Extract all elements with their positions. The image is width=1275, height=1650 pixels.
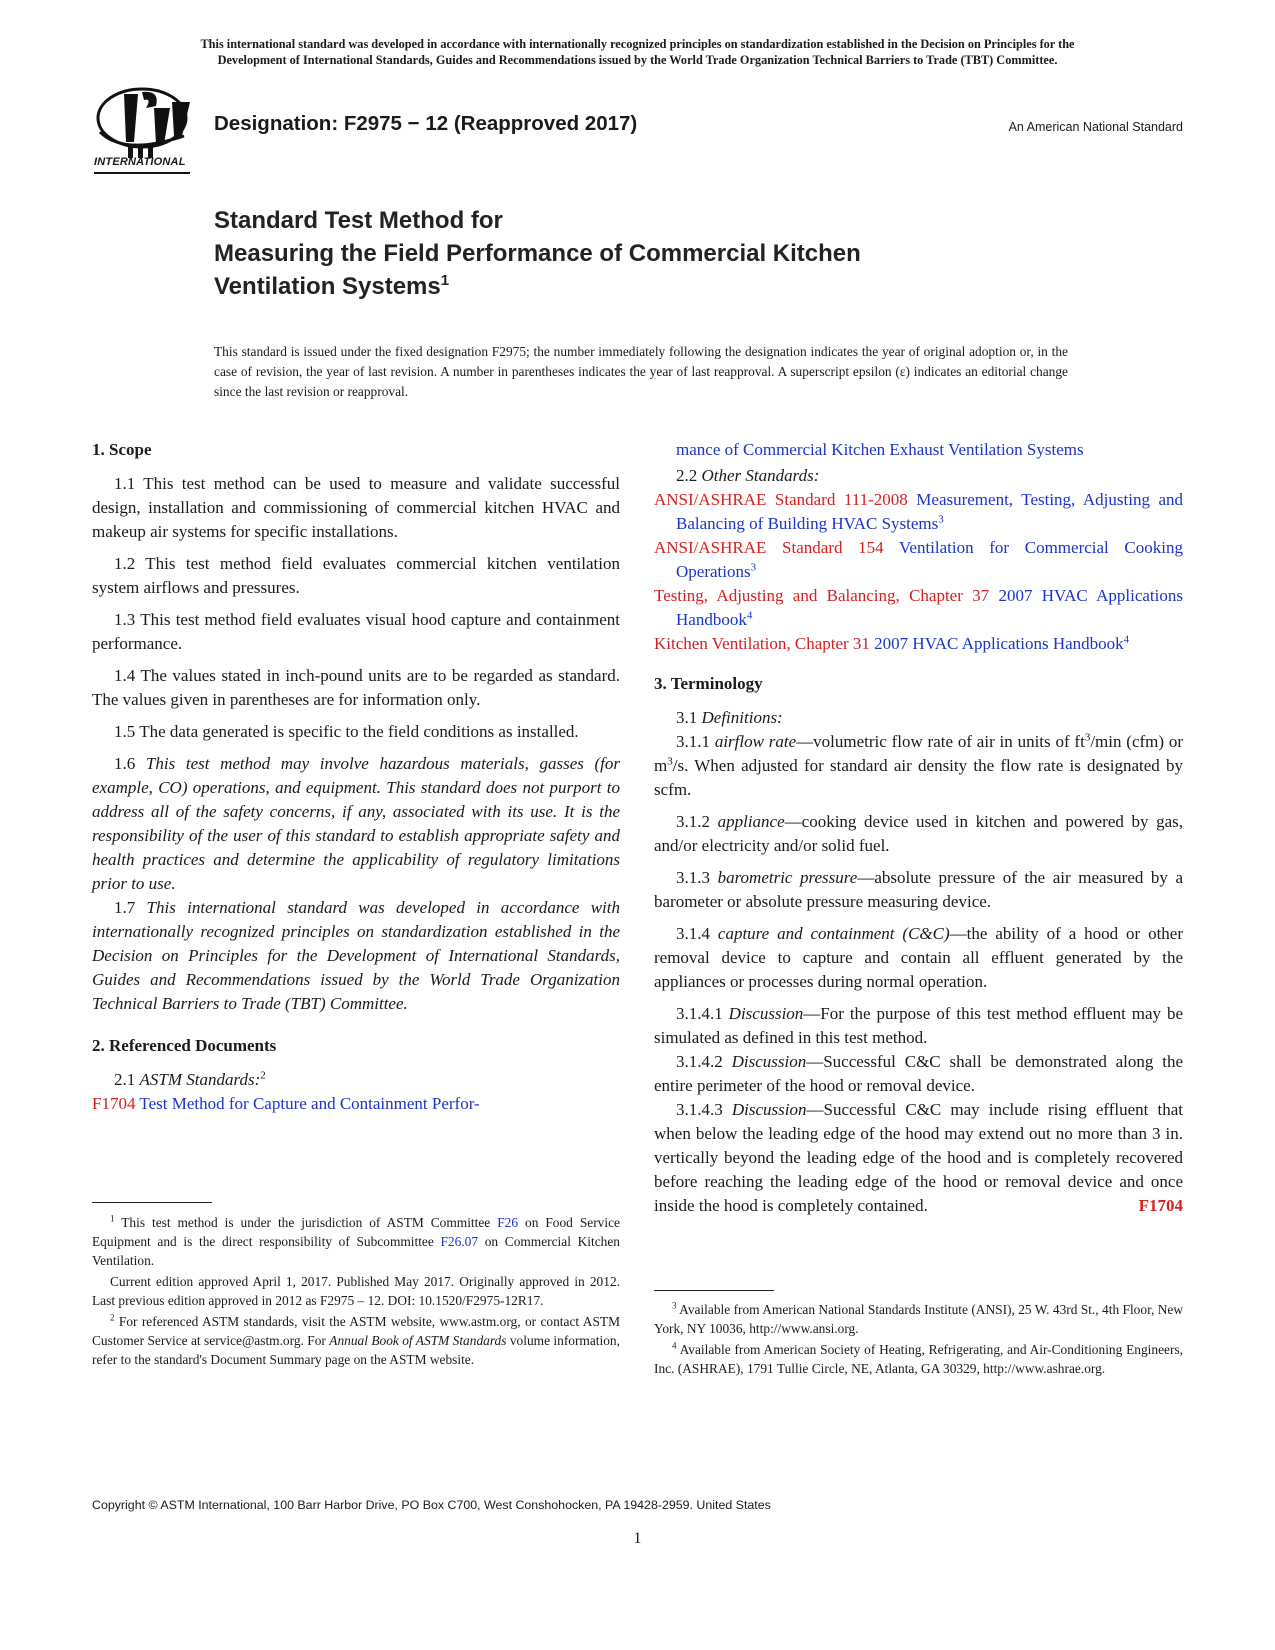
- left-column: [92, 438, 620, 1116]
- ref-f1704[interactable]: [70, 1092, 620, 1116]
- term-3-1-1: 3.1.1 airflow rate—volumetric flow rate of air in units of $ft^3/\min$ (cfm) or $m^3/s$. When adjusted for standard air density the flow rate is designated by scfm.: [654, 731, 1184, 799]
- para-1-2: 1.2 This test method field evaluates commercial kitchen ventilation system airflows and pressures.: [92, 554, 620, 597]
- term-3-1-4: 3.1.4 capture and containment (C&C)—the ability of a hood or other removal device to capture and contain all effluent generated by the appliances or processes during normal operation.: [654, 924, 1184, 991]
- para-1-4: 1.4 The values stated in inch-pound units are to be regarded as standard. The values given in parentheses are for information only.: [92, 666, 620, 709]
- wto-notice: [92, 36, 1183, 68]
- section-2-heading: 2. Referenced Documents: [92, 1036, 277, 1055]
- astm-logo: [94, 86, 204, 178]
- logo-international-text: INTERNATIONAL: [94, 156, 186, 168]
- copyright: Copyright © ASTM International, 100 Barr Harbor Drive, PO Box C700, West Conshohocken, PA 19428-2959. United States: [92, 1498, 771, 1512]
- footnote-4: $^4$ Available from American Society of Heating, Refrigerating, and Air-Conditioning Engineers, Inc. (ASHRAE), 1791 Tullie Circle, NE, Atlanta, GA 30329, http://www.ashrae.org.: [654, 1340, 1184, 1376]
- american-national-standard-label: An American National Standard: [1008, 120, 1183, 134]
- section-3-heading: 3. Terminology: [654, 674, 763, 693]
- discussion-3-1-4-3: 3.1.4.3 Discussion—Successful C&C may include rising effluent that when below the leading edge of the hood may extend out no more than 3 in. vertically beyond the leading edge of the hood and is completely recovered before reaching the leading edge of the hood or removal device and once inside the hood is completely contained. F1704: [654, 1098, 1183, 1218]
- discussion-3-1-4-2: 3.1.4.2 Discussion—Successful C&C shall be demonstrated along the entire perimeter of the hood or removal device.: [654, 1052, 1183, 1095]
- footnotes-left: [92, 1213, 620, 1371]
- para-1-7: 1.7 This international standard was developed in accordance with internationally recognized principles on standardization established in the Decision on Principles for the Development of International Standards, Guides and Recommendations issued by the World Trade Organization Technical Barriers to Trade (TBT) Committee.: [92, 898, 620, 1013]
- footnote-2: $^2$ For referenced ASTM standards, visit the ASTM website, www.astm.org, or contact ASTM Customer Service at service@astm.org. For Annual Book of ASTM Standards volume information, refer to the standard's Document Summary page on the ASTM website.: [92, 1312, 620, 1367]
- footnote-3: $^3$ Available from American National Standards Institute (ANSI), 25 W. 43rd St., 4th Floor, New York, NY 10036, http://www.ansi.org.: [654, 1300, 1184, 1336]
- ref-f1704-code[interactable]: F1704: [92, 1094, 136, 1113]
- section-1-heading: 1. Scope: [92, 440, 152, 459]
- ref-ashrae-111[interactable]: ANSI/ASHRAE Standard 111-2008 Measurement, Testing, Adjusting and Balancing of Building HVAC Systems$^3$: [654, 490, 1184, 533]
- subcommittee-f26-07-link[interactable]: F26.07: [440, 1234, 479, 1249]
- footnote-divider-left: [92, 1202, 212, 1203]
- footnote-1-edition: Current edition approved April 1, 2017. Published May 2017. Originally approved in 2012. Last previous edition approved in 2012 as F2975 – 12. DOI: 10.1520/F2975-12R17.: [92, 1274, 620, 1308]
- discussion-3-1-4-1: 3.1.4.1 Discussion—For the purpose of this test method effluent may be simulated as defined in this test method.: [654, 1004, 1183, 1047]
- wto-notice-line-2: Development of International Standards, Guides and Recommendations issued by the World Trade Organization Technical Barriers to Trade (TBT) Committee.: [217, 53, 1058, 67]
- para-2-2: 2.2 Other Standards:: [676, 466, 820, 485]
- title-line-1: Standard Test Method for: [214, 207, 503, 234]
- ref-kitchen-ventilation[interactable]: Kitchen Ventilation, Chapter 31 2007 HVAC Applications Handbook$^4$: [654, 633, 1130, 653]
- title-line-2: Measuring the Field Performance of Commercial Kitchen: [214, 240, 861, 267]
- para-1-3: 1.3 This test method field evaluates visual hood capture and containment performance.: [92, 610, 620, 653]
- issue-statement: This standard is issued under the fixed designation F2975; the number immediately following the designation indicates the year of original adoption or, in the case of revision, the year of last revision. A number in parentheses indicates the year of last reapproval. A superscript epsilon (ε) indicates an editorial change since the last revision or reapproval.: [214, 344, 1068, 399]
- right-column: [654, 438, 1183, 1226]
- term-3-1-2: 3.1.2 appliance—cooking device used in kitchen and powered by gas, and/or electricity and/or solid fuel.: [654, 812, 1183, 855]
- term-3-1-3: 3.1.3 barometric pressure—absolute pressure of the air measured by a barometer or absolute pressure measuring device.: [654, 868, 1184, 911]
- designation: Designation: F2975 − 12 (Reapproved 2017): [214, 112, 638, 135]
- ref-testing-adjusting-balancing[interactable]: Testing, Adjusting and Balancing, Chapter 37 2007 HVAC Applications Handbook$^4$: [654, 586, 1183, 629]
- page-number: 1: [633, 1530, 642, 1547]
- footnote-1: $^1$ This test method is under the jurisdiction of ASTM Committee F26 on Food Service Equipment and is the direct responsibility of Subcommittee F26.07 on Commercial Kitchen Ventilation.: [92, 1213, 620, 1268]
- document-title: [214, 204, 1114, 303]
- footnote-divider-right: [654, 1290, 774, 1291]
- title-footnote-ref[interactable]: 1: [440, 272, 450, 289]
- para-1-1: 1.1 This test method can be used to measure and validate successful design, installation and commissioning of commercial kitchen HVAC and makeup air systems for specific installations.: [92, 474, 620, 541]
- ref-f1704-continued[interactable]: [654, 438, 1183, 462]
- ref-f1704-title[interactable]: Test Method for Capture and Containment Perfor-: [139, 1094, 480, 1113]
- para-1-6: 1.6 This test method may involve hazardous materials, gasses (for example, CO) operations, and equipment. This standard does not purport to address all of the safety concerns, if any, associated with its use. It is the responsibility of the user of this standard to establish appropriate safety and health practices and determine the applicability of regulatory limitations prior to use.: [92, 754, 621, 893]
- ref-ashrae-154[interactable]: ANSI/ASHRAE Standard 154 Ventilation for Commercial Cooking Operations$^3$: [654, 538, 1183, 581]
- ref-f1704-title-continued[interactable]: mance of Commercial Kitchen Exhaust Ventilation Systems: [676, 440, 1084, 459]
- committee-f26-link[interactable]: F26: [497, 1215, 519, 1230]
- para-3-1: 3.1 Definitions:: [676, 708, 783, 727]
- wto-notice-line-1: This international standard was developed in accordance with internationally recognized principles on standardization established in the Decision on Principles for the: [200, 37, 1075, 51]
- footnotes-right: [654, 1300, 1183, 1380]
- para-2-1: 2.1 ASTM Standards:$^2$: [114, 1069, 266, 1089]
- title-line-3: Ventilation Systems$^1$: [214, 272, 450, 300]
- f1704-reference-tag[interactable]: F1704: [1138, 1196, 1183, 1215]
- para-1-5: 1.5 The data generated is specific to the field conditions as installed.: [114, 722, 579, 741]
